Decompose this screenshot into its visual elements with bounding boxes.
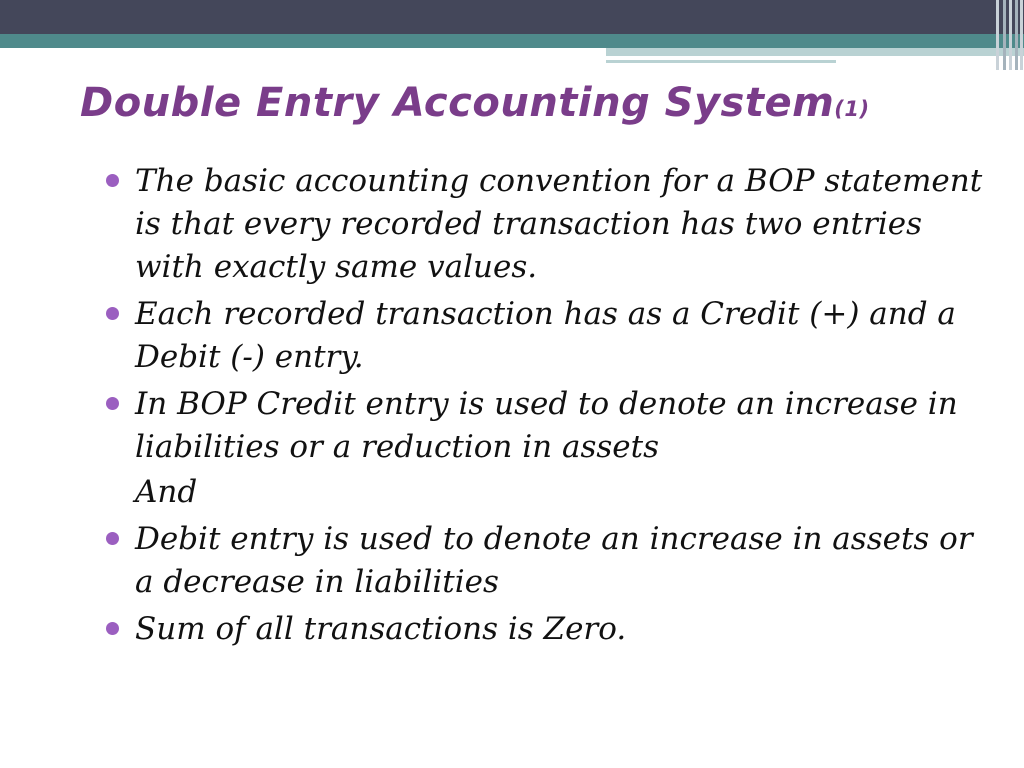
bullet-item	[104, 160, 984, 289]
header-teal-bar	[0, 34, 1024, 48]
bullet-text: Each recorded transaction has as a Credit (+) and a Debit (-) entry.	[135, 296, 956, 375]
bullet-dot-icon	[106, 622, 119, 635]
header-thin-line	[606, 60, 836, 63]
bullet-item	[104, 293, 984, 379]
continuation-text: And	[135, 474, 198, 510]
header-accent-bar	[606, 48, 1024, 56]
header-accent-line	[606, 56, 946, 58]
slide-title-suffix: (1)	[834, 97, 870, 121]
bullet-text: Debit entry is used to denote an increase in assets or a decrease in liabilities	[135, 521, 973, 600]
bullet-dot-icon	[106, 307, 119, 320]
corner-stripes	[994, 0, 1024, 70]
bullet-text: The basic accounting convention for a BOP statement is that every recorded transaction has two entries with exactly same values.	[135, 163, 983, 285]
bullet-dot-icon	[106, 532, 119, 545]
bullet-text: Sum of all transactions is Zero.	[135, 611, 627, 647]
bullet-item	[104, 608, 984, 651]
bullet-dot-icon	[106, 174, 119, 187]
bullet-item	[104, 518, 984, 604]
bullet-item	[104, 383, 984, 469]
slide-title	[80, 80, 870, 126]
continuation-line	[104, 471, 984, 514]
header-dark-bar	[0, 0, 1024, 34]
bullet-list	[104, 160, 984, 655]
bullet-dot-icon	[106, 397, 119, 410]
bullet-text: In BOP Credit entry is used to denote an increase in liabilities or a reduction in assets	[135, 386, 958, 465]
slide-title-text: Double Entry Accounting System	[80, 80, 835, 126]
